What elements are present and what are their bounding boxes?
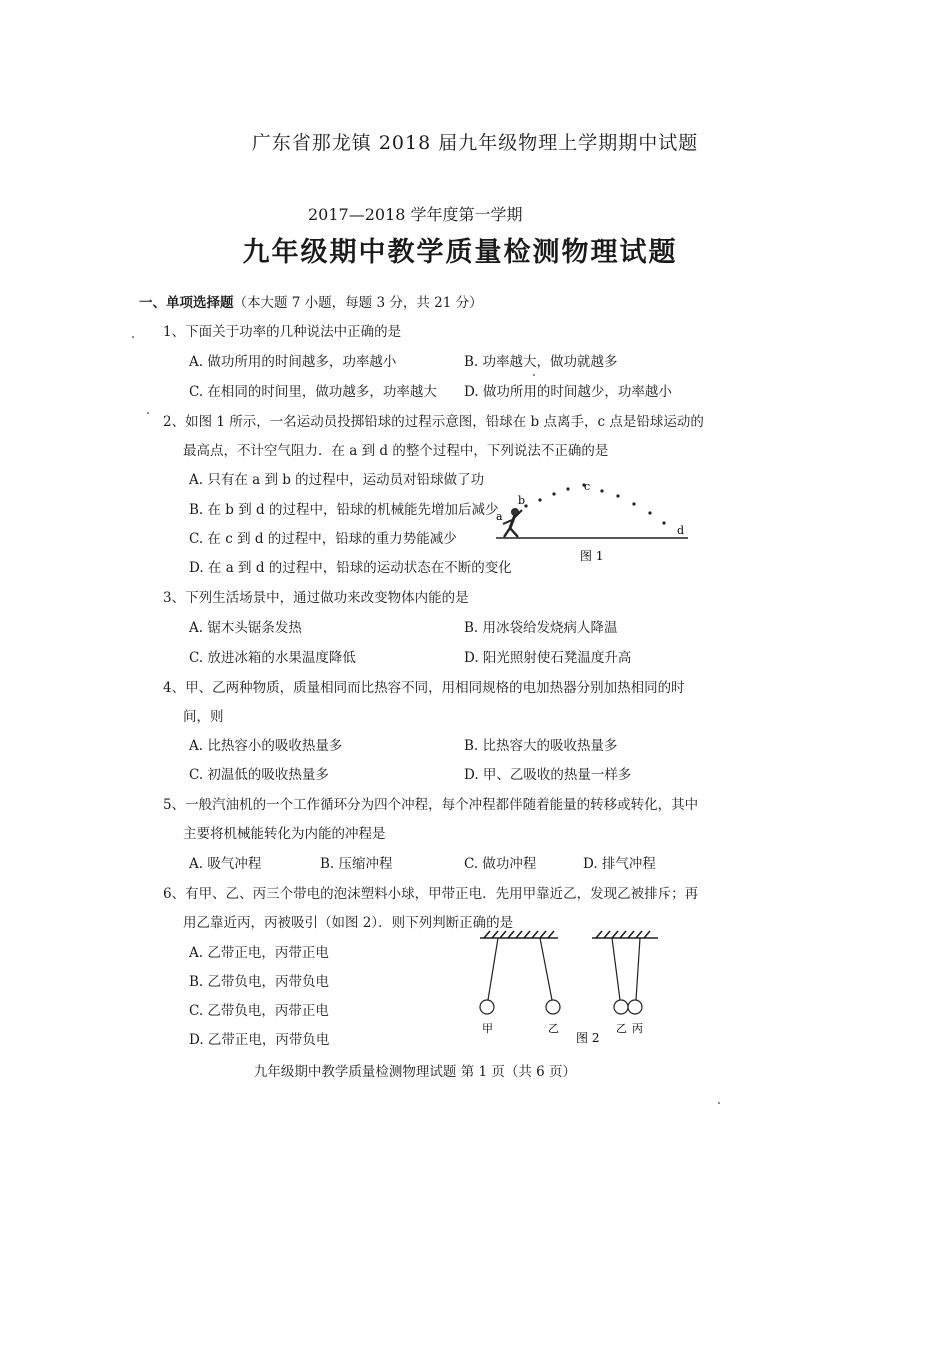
scan-speck [533, 374, 535, 376]
question-5-stem-line-2: 主要将机械能转化为内能的冲程是 [183, 826, 386, 842]
term-label: 2017—2018 学年度第一学期 [308, 205, 523, 224]
question-1-option-c: C. 在相同的时间里，做功越多，功率越大 [189, 384, 437, 400]
section-note: （本大题 7 小题，每题 3 分，共 21 分） [233, 295, 483, 311]
figure-2-charged-balls-diagram [470, 928, 670, 1050]
exam-title: 九年级期中教学质量检测物理试题 [242, 237, 678, 268]
question-5-option-c: C. 做功冲程 [464, 856, 537, 872]
question-4-option-a: A. 比热容小的吸收热量多 [189, 738, 343, 754]
label-d: d [677, 524, 685, 537]
question-4-option-d: D. 甲、乙吸收的热量一样多 [464, 767, 632, 783]
figure-2-caption: 图 2 [576, 1031, 600, 1045]
question-4-option-c: C. 初温低的吸收热量多 [189, 767, 329, 783]
question-5-option-a: A. 吸气冲程 [189, 856, 262, 872]
label-yi-left: 乙 [548, 1022, 559, 1035]
page-footer: 九年级期中教学质量检测物理试题 第 1 页（共 6 页） [253, 1064, 577, 1080]
question-3-option-a: A. 锯木头锯条发热 [189, 620, 302, 636]
thread-jia [488, 938, 498, 1000]
question-6-option-a: A. 乙带正电，丙带正电 [189, 945, 329, 961]
figure-1-shot-put-diagram [488, 474, 693, 566]
scan-speck [147, 412, 149, 414]
question-6-stem-line-1: 6、有甲、乙、丙三个带电的泡沫塑料小球，甲带正电．先用甲靠近乙，发现乙被排斥；再 [163, 886, 699, 902]
question-6-stem-line-2: 用乙靠近丙，丙被吸引（如图 2）．则下列判断正确的是 [183, 915, 514, 931]
question-4-option-b: B. 比热容大的吸收热量多 [464, 738, 618, 754]
question-3-option-b: B. 用冰袋给发烧病人降温 [464, 620, 618, 636]
question-2-option-b: B. 在 b 到 d 的过程中，铅球的机械能先增加后减少 [189, 502, 499, 518]
question-2-option-c: C. 在 c 到 d 的过程中，铅球的重力势能减少 [189, 531, 457, 547]
question-5-option-b: B. 压缩冲程 [320, 856, 393, 872]
question-2-option-a: A. 只有在 a 到 b 的过程中，运动员对铅球做了功 [189, 472, 485, 488]
question-3-option-c: C. 放进冰箱的水果温度降低 [189, 650, 356, 666]
question-6-option-c: C. 乙带负电，丙带正电 [189, 1003, 329, 1019]
support-bar-right [592, 931, 658, 938]
ball-bing [628, 1000, 642, 1014]
question-5-stem-line-1: 5、一般汽油机的一个工作循环分为四个冲程，每个冲程都伴随着能量的转移或转化，其中 [163, 797, 699, 813]
label-yi-right: 乙 [616, 1022, 627, 1035]
ball-yi-left [546, 1000, 560, 1014]
question-3-option-d: D. 阳光照射使石凳温度升高 [464, 650, 632, 666]
section-title: 一、单项选择题 [139, 295, 234, 311]
trajectory-dots [524, 483, 665, 524]
question-6-option-b: B. 乙带负电，丙带负电 [189, 974, 330, 990]
figure-1-caption: 图 1 [580, 549, 604, 563]
label-jia: 甲 [482, 1022, 493, 1035]
question-1-option-b: B. 功率越大，做功就越多 [464, 354, 618, 370]
document-title: 广东省那龙镇 2018 届九年级物理上学期期中试题 [251, 132, 699, 154]
label-bing: 丙 [632, 1022, 643, 1035]
scan-speck [718, 1102, 720, 1104]
thread-bing [636, 938, 640, 1000]
question-1-option-a: A. 做功所用的时间越多，功率越小 [189, 354, 397, 370]
question-5-option-d: D. 排气冲程 [583, 856, 656, 872]
athlete-figure [503, 509, 522, 538]
question-1-stem: 1、下面关于功率的几种说法中正确的是 [163, 324, 402, 340]
label-a: a [496, 510, 503, 523]
ball-yi-right [614, 1000, 628, 1014]
thread-yi-right [612, 938, 620, 1000]
label-b: b [518, 494, 526, 507]
label-c: c [584, 480, 591, 493]
question-2-stem-line-2: 最高点，不计空气阻力．在 a 到 d 的整个过程中，下列说法不正确的是 [183, 443, 609, 459]
question-4-stem-line-2: 间，则 [183, 709, 224, 725]
question-2-option-d: D. 在 a 到 d 的过程中，铅球的运动状态在不断的变化 [189, 560, 512, 576]
thread-yi-left [540, 938, 552, 1000]
question-3-stem: 3、下列生活场景中，通过做功来改变物体内能的是 [163, 590, 469, 606]
ball-jia [480, 1000, 494, 1014]
question-1-option-d: D. 做功所用的时间越少，功率越小 [464, 384, 672, 400]
question-4-stem-line-1: 4、甲、乙两种物质，质量相同而比热容不同，用相同规格的电加热器分别加热相同的时 [163, 680, 685, 696]
scan-speck [132, 336, 134, 338]
support-bar-left [480, 931, 558, 938]
section-heading [139, 291, 483, 311]
question-6-option-d: D. 乙带正电，丙带负电 [189, 1032, 330, 1048]
question-2-stem-line-1: 2、如图 1 所示，一名运动员投掷铅球的过程示意图，铅球在 b 点离手，c 点是铅球运动的 [163, 414, 704, 430]
